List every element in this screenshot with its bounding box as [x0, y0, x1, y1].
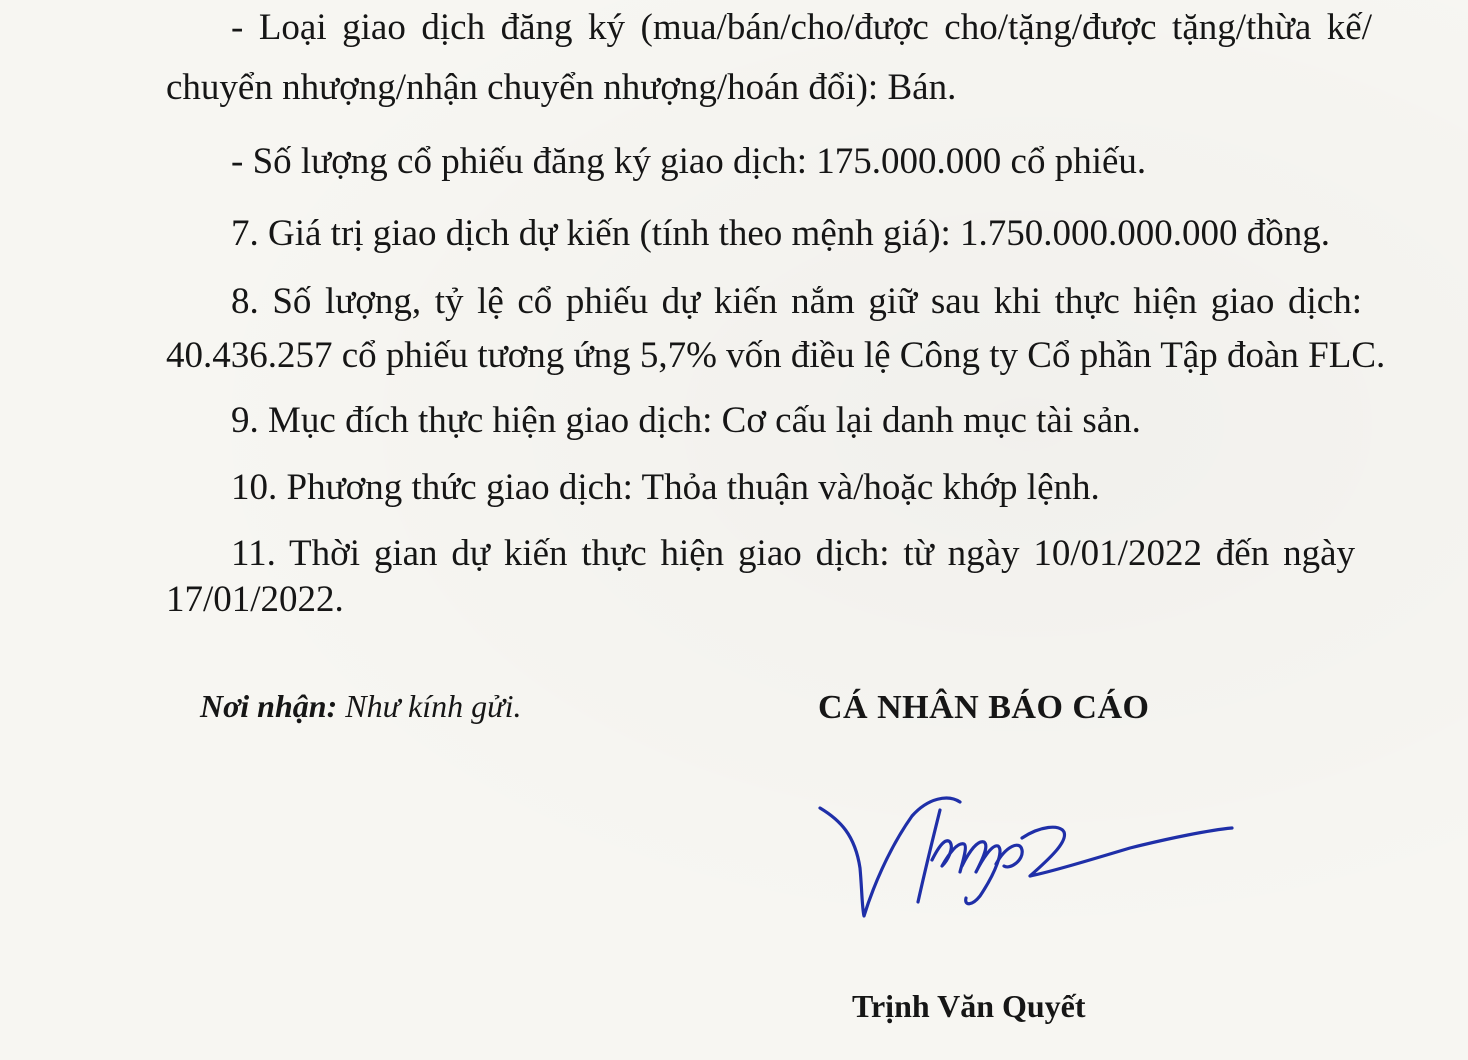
transaction-type-continuation: chuyển nhượng/nhận chuyển nhượng/hoán đổi): Bán. [166, 67, 957, 108]
shares-held-after-continuation: 40.436.257 cổ phiếu tương ứng 5,7% vốn điều lệ Công ty Cổ phần Tập đoàn FLC. [166, 335, 1386, 376]
shares-held-after-line: 8. Số lượng, tỷ lệ cổ phiếu dự kiến nắm giữ sau khi thực hiện giao dịch: [231, 281, 1362, 322]
recipients-note [200, 686, 521, 726]
transaction-period-continuation: 17/01/2022. [166, 579, 344, 620]
recipients-value: Như kính gửi. [345, 688, 522, 724]
transaction-period-line: 11. Thời gian dự kiến thực hiện giao dịch: từ ngày 10/01/2022 đến ngày [231, 533, 1355, 574]
transaction-type-line: - Loại giao dịch đăng ký (mua/bán/cho/được cho/tặng/được tặng/thừa kế/ [231, 7, 1372, 48]
signer-name: Trịnh Văn Quyết [852, 988, 1086, 1024]
recipients-label: Nơi nhận: [200, 688, 338, 724]
transaction-value-line: 7. Giá trị giao dịch dự kiến (tính theo mệnh giá): 1.750.000.000.000 đồng. [231, 213, 1331, 254]
transaction-method-line: 10. Phương thức giao dịch: Thỏa thuận và/hoặc khớp lệnh. [231, 467, 1100, 508]
transaction-purpose-line: 9. Mục đích thực hiện giao dịch: Cơ cấu lại danh mục tài sản. [231, 400, 1141, 441]
registered-shares-line: - Số lượng cổ phiếu đăng ký giao dịch: 175.000.000 cổ phiếu. [231, 141, 1147, 182]
reporter-title: CÁ NHÂN BÁO CÁO [818, 689, 1150, 726]
handwritten-signature [800, 780, 1250, 940]
